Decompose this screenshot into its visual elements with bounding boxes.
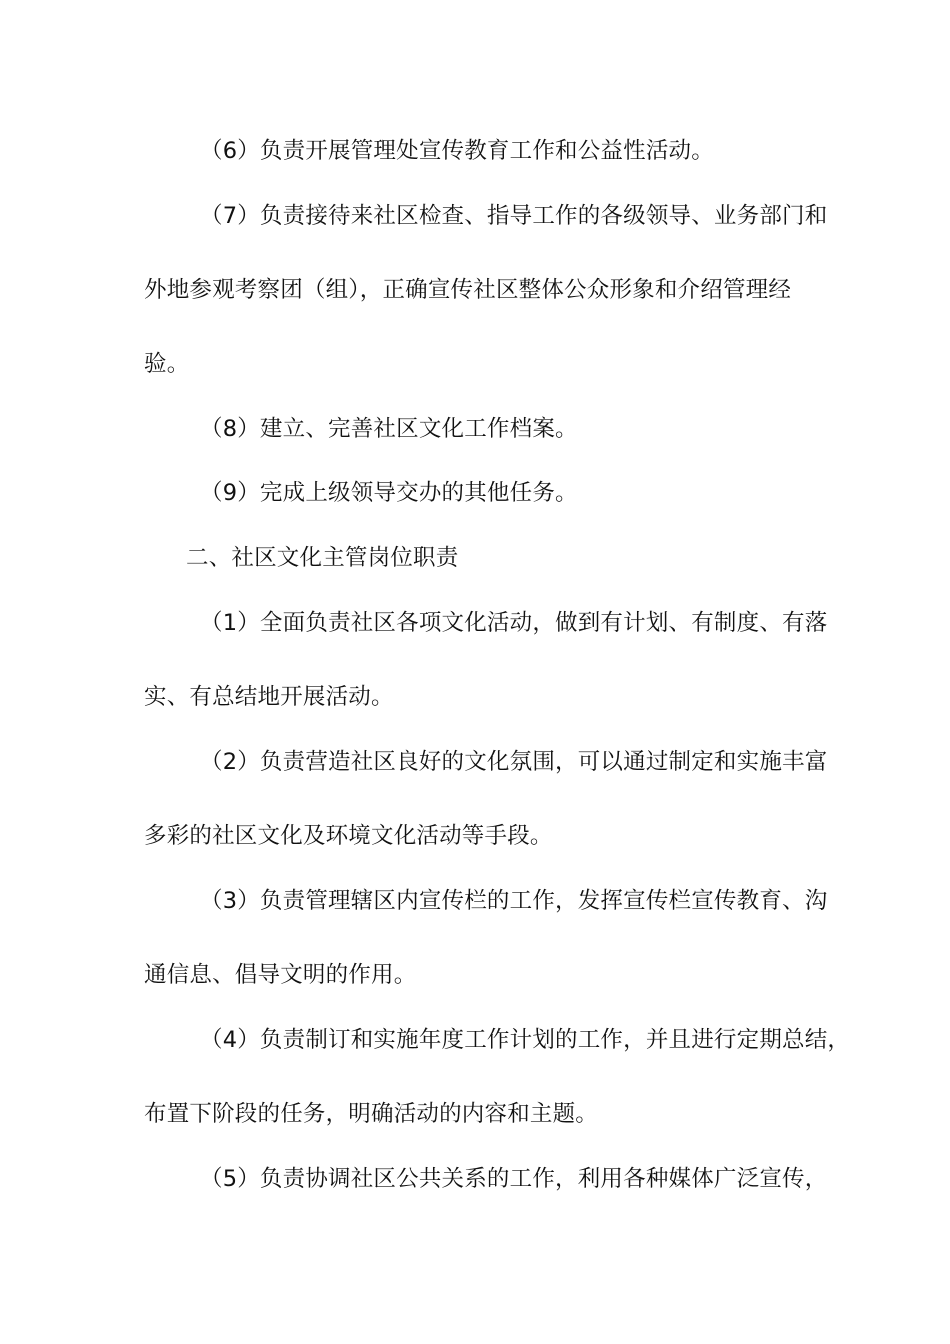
paragraph-line: （2）负责营造社区良好的文化氛围，可以通过制定和实施丰富 — [200, 749, 828, 775]
paragraph-line: （3）负责管理辖区内宣传栏的工作，发挥宣传栏宣传教育、沟 — [200, 888, 828, 914]
paragraph-line: （6）负责开展管理处宣传教育工作和公益性活动。 — [200, 138, 714, 164]
paragraph-line: 布置下阶段的任务，明确活动的内容和主题。 — [144, 1101, 599, 1127]
paragraph-line: 验。 — [144, 351, 190, 377]
paragraph-line: 外地参观考察团（组），正确宣传社区整体公众形象和介绍管理经 — [144, 277, 792, 303]
paragraph-line: （4）负责制订和实施年度工作计划的工作，并且进行定期总结， — [200, 1027, 851, 1053]
paragraph-line: 实、有总结地开展活动。 — [144, 684, 394, 710]
paragraph-line: （1）全面负责社区各项文化活动，做到有计划、有制度、有落 — [200, 610, 828, 636]
paragraph-line: 多彩的社区文化及环境文化活动等手段。 — [144, 823, 553, 849]
paragraph-line: （9）完成上级领导交办的其他任务。 — [200, 480, 578, 506]
paragraph-line: （7）负责接待来社区检查、指导工作的各级领导、业务部门和 — [200, 203, 828, 229]
paragraph-line: （5）负责协调社区公共关系的工作，利用各种媒体广泛宣传， — [200, 1166, 828, 1192]
paragraph-line: （8）建立、完善社区文化工作档案。 — [200, 416, 578, 442]
section-heading: 二、社区文化主管岗位职责 — [186, 545, 459, 571]
paragraph-line: 通信息、倡导文明的作用。 — [144, 962, 417, 988]
